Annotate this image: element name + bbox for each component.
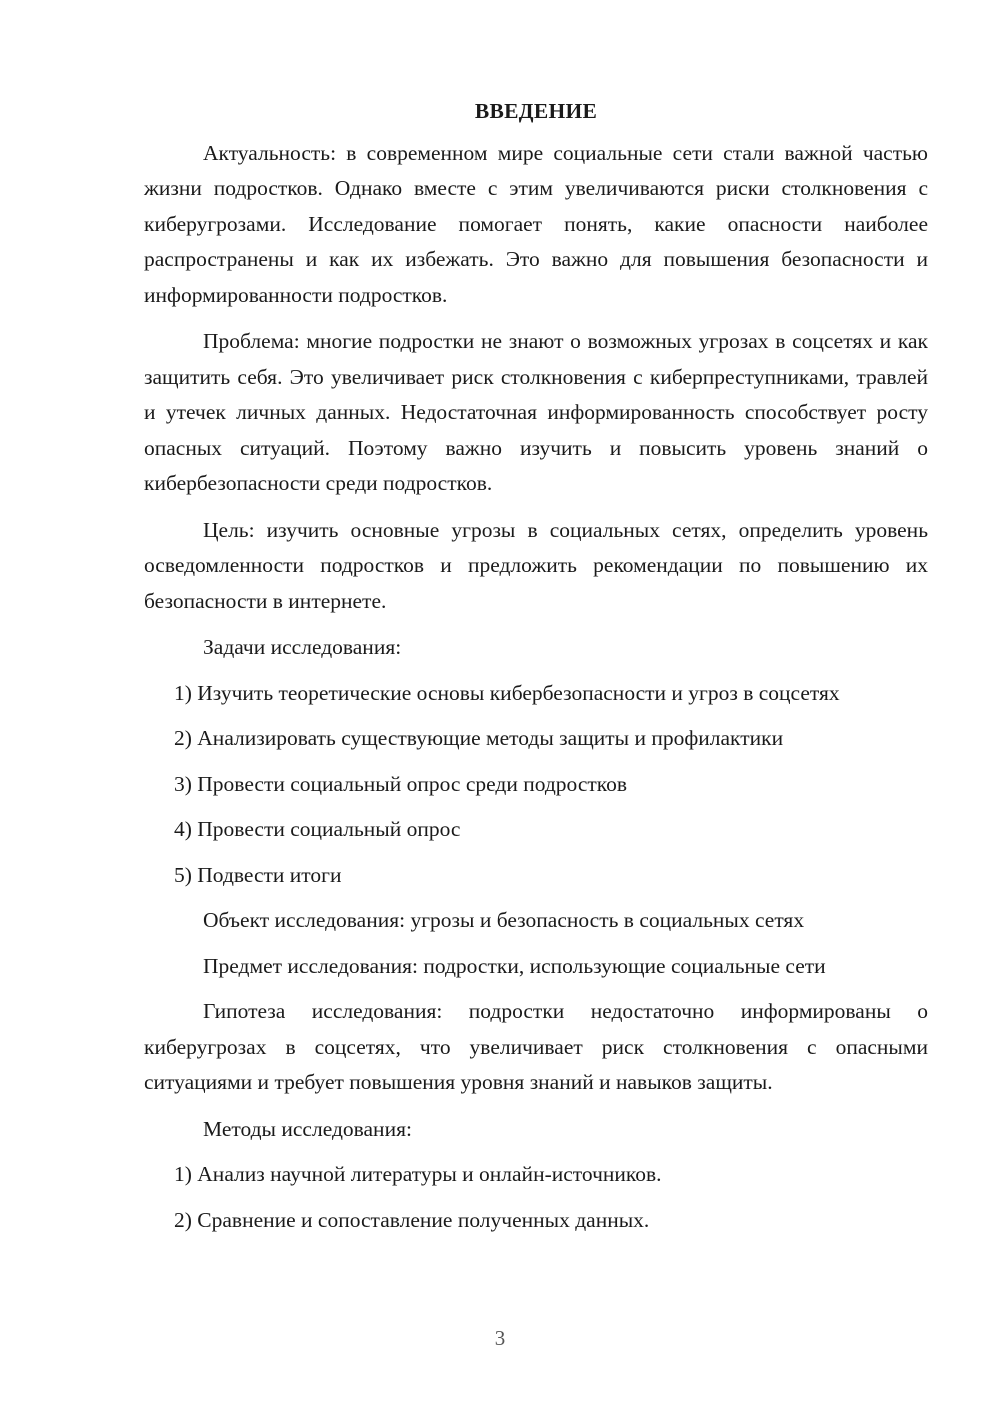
object-line: Объект исследования: угрозы и безопасность в социальных сетях <box>203 908 805 932</box>
problem-paragraph: Проблема: многие подростки не знают о возможных угрозах в соцсетях и как защитить себя. Это увеличивает риск столкновения с киберпреступниками, травлей и утечек личных данных. Недостаточная информированность способствует росту опасных ситуаций. Поэтому важно изучить и повысить уровень знаний о кибербезопасности среди подростков. <box>144 329 928 495</box>
relevance-paragraph: Актуальность: в современном мире социальные сети стали важной частью жизни подростков. Однако вместе с этим увеличиваются риски столкновения с киберугрозами. Исследование помогает понять, какие опасности наиболее распространены и как их избежать. Это важно для повышения безопасности и информированности подростков. <box>144 140 928 307</box>
tasks-heading: Задачи исследования: <box>203 635 402 659</box>
method-item: 2) Сравнение и сопоставление полученных данных. <box>174 1207 650 1232</box>
document-page <box>144 94 928 1248</box>
methods-heading: Методы исследования: <box>203 1116 412 1141</box>
method-item: 1) Анализ научной литературы и онлайн-источников. <box>174 1162 662 1186</box>
section-title: ВВЕДЕНИЕ <box>474 99 598 123</box>
task-item: 1) Изучить теоретические основы кибербезопасности и угроз в соцсетях <box>174 680 840 705</box>
task-item: 3) Провести социальный опрос среди подростков <box>174 771 628 796</box>
subject-line: Предмет исследования: подростки, использующие социальные сети <box>203 953 826 978</box>
task-item: 2) Анализировать существующие методы защиты и профилактики <box>174 726 784 750</box>
task-item: 5) Подвести итоги <box>174 862 342 887</box>
page-number: 3 <box>494 1326 506 1350</box>
hypothesis-paragraph: Гипотеза исследования: подростки недостаточно информированы о киберугрозах в соцсетях, что увеличивает риск столкновения с опасными ситуациями и требует повышения уровня знаний и навыков защиты. <box>144 999 928 1094</box>
goal-paragraph: Цель: изучить основные угрозы в социальных сетях, определить уровень осведомленности подростков и предложить рекомендации по повышению их безопасности в интернете. <box>144 517 928 613</box>
task-item: 4) Провести социальный опрос <box>174 817 461 841</box>
